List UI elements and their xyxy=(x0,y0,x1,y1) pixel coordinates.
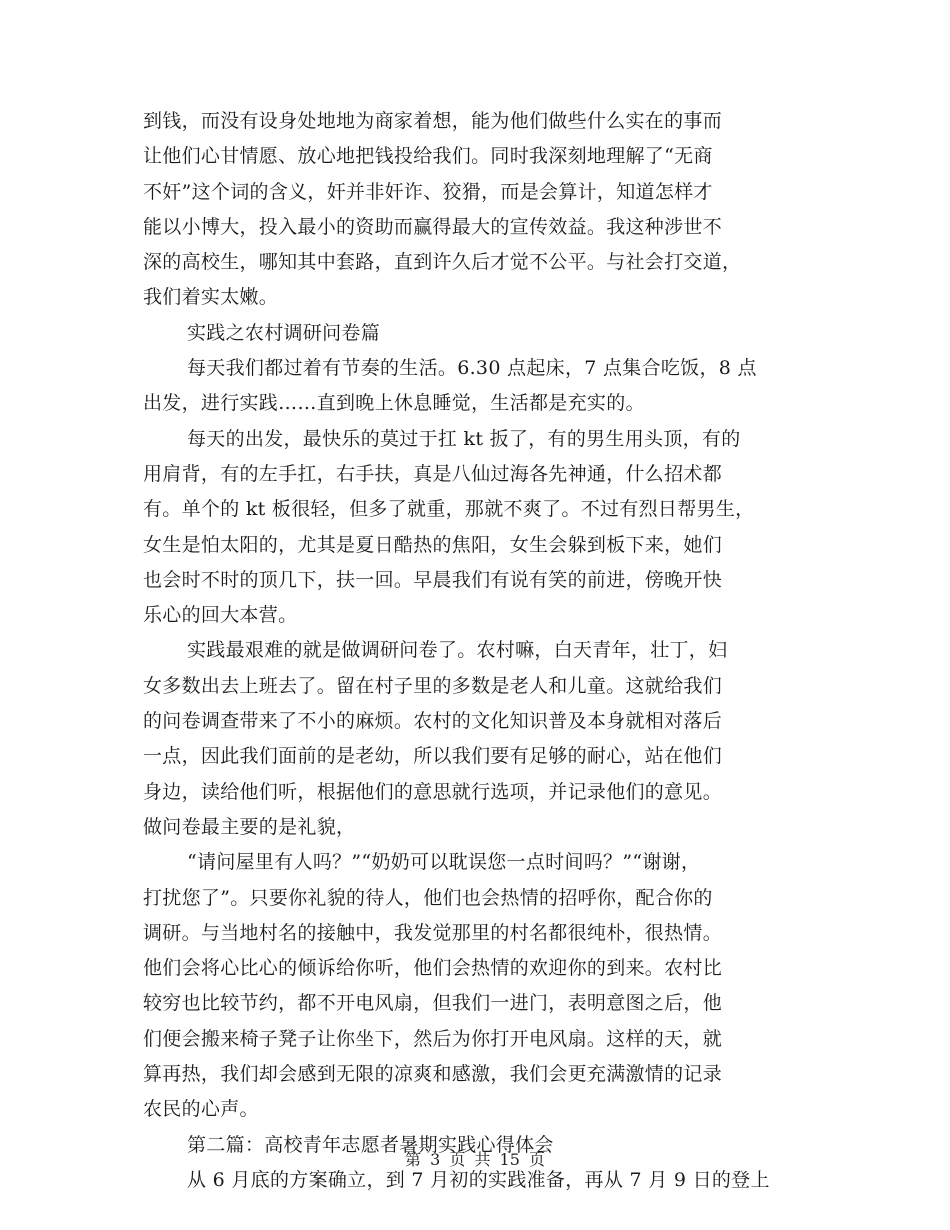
text-line: 乐心的回大本营。 xyxy=(143,604,298,627)
text-line: 实践最艰难的就是做调研问卷了。农村嘛，白天青年，壮丁，妇 xyxy=(187,639,728,662)
text-line: “请问屋里有人吗？”“奶奶可以耽误您一点时间吗？”“谢谢， xyxy=(187,851,701,874)
text-line: 有。单个的 kt 板很轻，但多了就重，那就不爽了。不过有烈日帮男生， xyxy=(143,498,755,521)
text-line: 出发，进行实践……直到晚上休息睡觉，生活都是充实的。 xyxy=(143,392,645,415)
body-text xyxy=(143,104,811,1198)
text-line: 也会时不时的顶几下，扶一回。早晨我们有说有笑的前进，傍晚开快 xyxy=(143,568,723,591)
text-line: 农民的心声。 xyxy=(143,1098,259,1121)
text-line: 调研。与当地村名的接触中，我发觉那里的村名都很纯朴，很热情。 xyxy=(143,921,723,944)
text-line: 到钱，而没有设身处地地为商家着想，能为他们做些什么实在的事而 xyxy=(143,110,723,132)
text-line: 不奸”这个词的含义，奸并非奸诈、狡猾，而是会算计，知道怎样才 xyxy=(143,180,713,203)
text-line: 女多数出去上班去了。留在村子里的多数是老人和儿童。这就给我们 xyxy=(143,674,723,697)
text-line: 让他们心甘情愿、放心地把钱投给我们。同时我深刻地理解了“无商 xyxy=(143,145,713,168)
text-line: 身边，读给他们听，根据他们的意思就行选项，并记录他们的意见。 xyxy=(143,780,723,803)
text-line: 第二篇：高校青年志愿者暑期实践心得体会 xyxy=(187,1133,554,1156)
text-line: 打扰您了”。只要你礼貌的待人，他们也会热情的招呼你，配合你的 xyxy=(143,886,713,909)
text-line: 从 6 月底的方案确立，到 7 月初的实践准备，再从 7 月 9 日的登上 xyxy=(187,1168,770,1191)
text-line: 女生是怕太阳的，尤其是夏日酷热的焦阳，女生会躲到板下来，她们 xyxy=(143,533,723,556)
text-line: 的问卷调查带来了不小的麻烦。农村的文化知识普及本身就相对落后 xyxy=(143,710,723,733)
text-line: 每天的出发，最快乐的莫过于扛 kt 扳了，有的男生用头顶，有的 xyxy=(187,427,741,450)
text-line: 们便会搬来椅子凳子让你坐下，然后为你打开电风扇。这样的天，就 xyxy=(143,1027,723,1050)
text-line: 算再热，我们却会感到无限的凉爽和感激，我们会更充满激情的记录 xyxy=(143,1063,723,1086)
text-line: 我们着实太嫩。 xyxy=(143,286,279,309)
text-line: 用肩背，有的左手扛，右手扶，真是八仙过海各先神通，什么招术都 xyxy=(143,462,723,485)
text-line: 每天我们都过着有节奏的生活。6.30 点起床，7 点集合吃饭，8 点 xyxy=(187,357,757,380)
text-line: 一点，因此我们面前的是老幼，所以我们要有足够的耐心，站在他们 xyxy=(143,745,723,768)
text-line: 他们会将心比心的倾诉给你听，他们会热情的欢迎你的到来。农村比 xyxy=(143,957,723,980)
text-line: 做问卷最主要的是礼貌， xyxy=(143,815,356,838)
text-line: 实践之农村调研问卷篇 xyxy=(187,321,381,344)
text-line: 能以小博大，投入最小的资助而赢得最大的宣传效益。我这种涉世不 xyxy=(143,215,723,238)
text-line: 深的高校生，哪知其中套路，直到许久后才觉不公平。与社会打交道， xyxy=(143,251,742,274)
page-footer: 第 3 页 共 15 页 xyxy=(405,1150,545,1169)
text-line: 较穷也比较节约，都不开电风扇，但我们一进门，表明意图之后，他 xyxy=(143,992,723,1015)
